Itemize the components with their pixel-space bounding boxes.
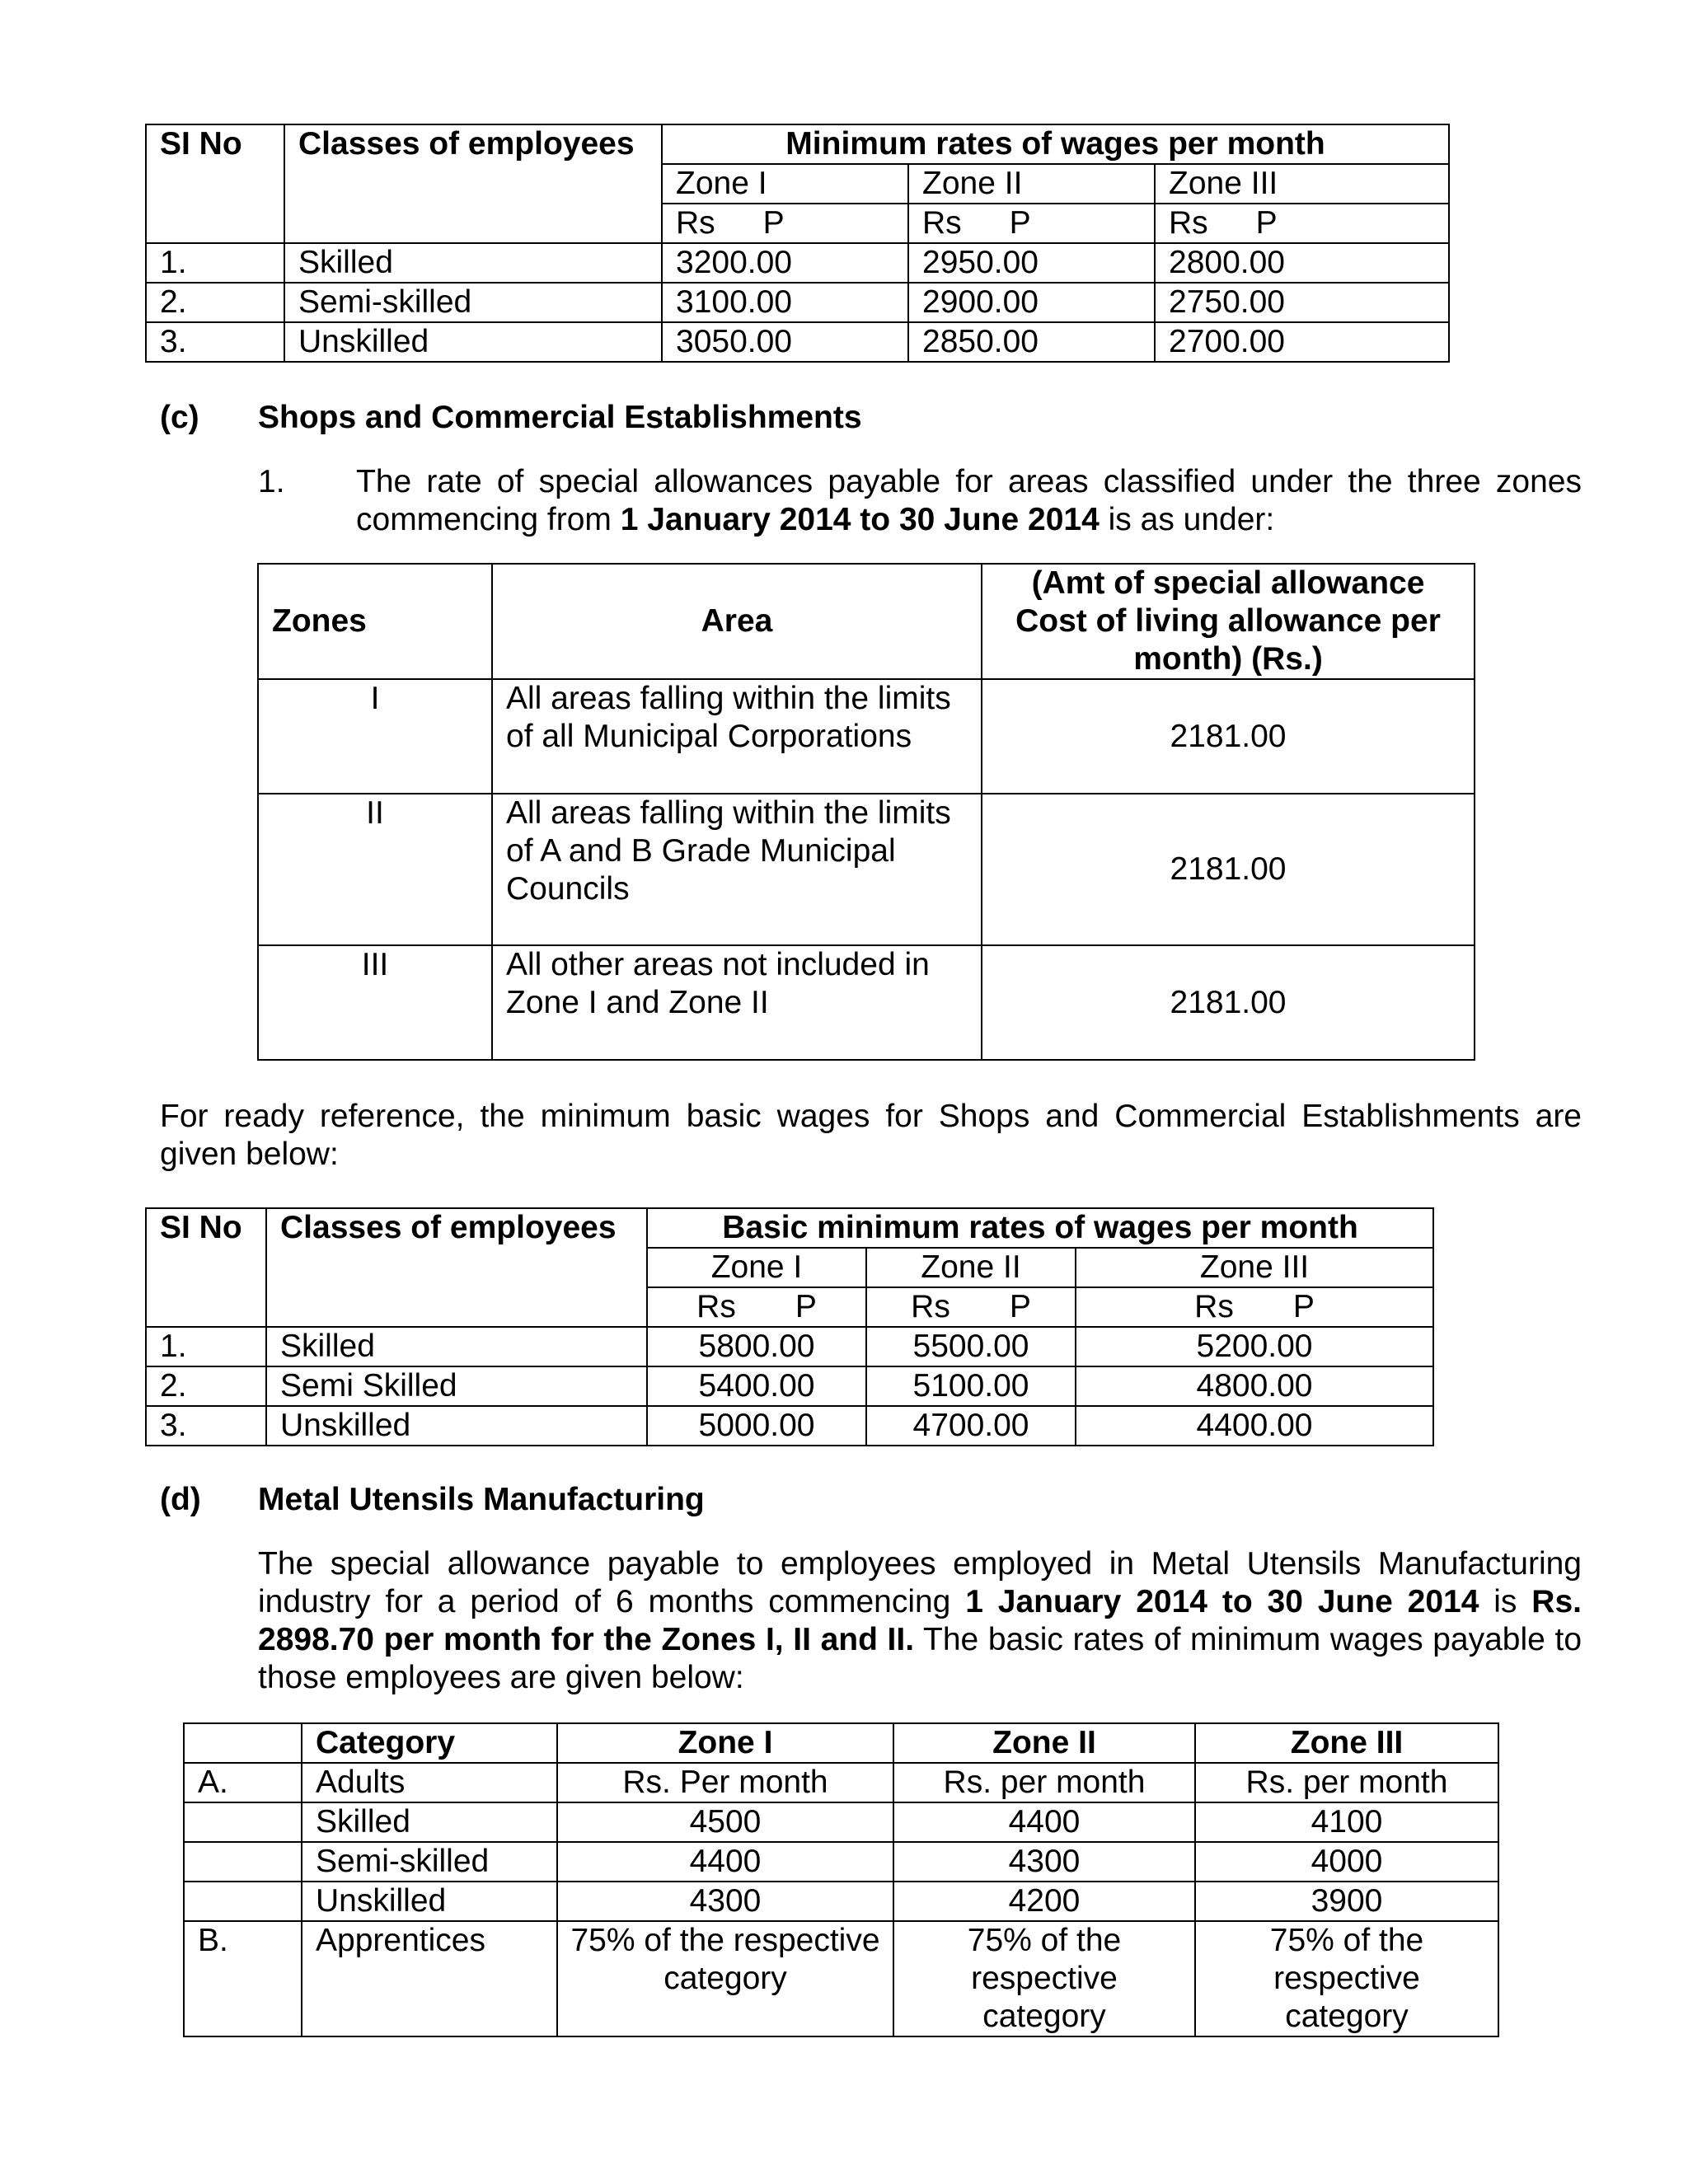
rs-p-zone-2: [866, 1287, 1076, 1327]
header-sl-no: SI No: [146, 1208, 266, 1327]
header-min-rates: Minimum rates of wages per month: [662, 124, 1449, 164]
row-zone-3: 5200.00: [1076, 1327, 1433, 1366]
header-zone-2: Zone II: [908, 164, 1155, 204]
row-zone-1: 5000.00: [647, 1406, 866, 1446]
row-class: Semi Skilled: [266, 1366, 647, 1406]
row-zone-2: 5500.00: [866, 1327, 1076, 1366]
table-row: [146, 1406, 1433, 1446]
row-area: All areas falling within the limits of A and B Grade Municipal Councils: [492, 794, 982, 945]
row-class: Skilled: [266, 1327, 647, 1366]
table-row: [146, 322, 1449, 362]
ready-reference-paragraph: For ready reference, the minimum basic wages for Shops and Commercial Establishments are given below:: [160, 1099, 1582, 1173]
row-category: Adults: [302, 1763, 557, 1802]
row-mark: A.: [184, 1763, 302, 1802]
row-zone-3: 4100: [1195, 1802, 1498, 1842]
header-zone-3: Zone III: [1076, 1248, 1433, 1287]
rs-label: Rs: [911, 1289, 950, 1325]
table-row: [258, 794, 1475, 945]
header-classes: Classes of employees: [284, 124, 662, 243]
header-area: Area: [492, 564, 982, 679]
row-zone-2: 2950.00: [908, 243, 1155, 283]
row-category: Skilled: [302, 1802, 557, 1842]
row-zone-1: 4400: [557, 1842, 893, 1882]
row-zone-3: 3900: [1195, 1882, 1498, 1921]
row-zone-2: 4300: [893, 1842, 1195, 1882]
row-class: Semi-skilled: [284, 283, 662, 322]
row-zone: II: [258, 794, 492, 945]
header-zone-1: Zone I: [557, 1723, 893, 1763]
row-number: 2.: [146, 1366, 266, 1406]
table-row: [184, 1802, 1498, 1842]
row-number: 3.: [146, 1406, 266, 1446]
metal-utensils-wages-table: [183, 1722, 1499, 2037]
paragraph-date-range: 1 January 2014 to 30 June 2014: [965, 1584, 1479, 1620]
row-zone-1: 5800.00: [647, 1327, 866, 1366]
row-mark: [184, 1842, 302, 1882]
row-mark: [184, 1882, 302, 1921]
row-area: All other areas not included in Zone I and Zone II: [492, 945, 982, 1060]
section-d-label: (d): [160, 1482, 201, 1517]
row-area: All areas falling within the limits of all Municipal Corporations: [492, 679, 982, 794]
row-number: 2.: [146, 283, 284, 322]
header-classes: Classes of employees: [266, 1208, 647, 1327]
rs-label: Rs: [1194, 1289, 1234, 1325]
paragraph-date-range: 1 January 2014 to 30 June 2014: [620, 502, 1100, 538]
p-label: P: [1009, 1289, 1031, 1325]
basic-wages-table: [145, 1207, 1434, 1446]
paragraph-allowance-amount: Rs. 2898.70 per month for the Zones I, II and II.: [258, 1584, 1582, 1658]
wages-table-1: [145, 124, 1450, 363]
table-row: [146, 283, 1449, 322]
rs-p-zone-3: [1155, 204, 1449, 243]
paragraph-text: The rate of special allowances payable for areas classified under the three zones commencing from: [356, 464, 1582, 538]
header-zone-3: Zone III: [1155, 164, 1449, 204]
row-zone-2: 4700.00: [866, 1406, 1076, 1446]
row-zone-3: 2700.00: [1155, 322, 1449, 362]
row-zone-2: 75% of the respective category: [893, 1921, 1195, 2036]
p-label: P: [1255, 205, 1278, 241]
item-number: 1.: [258, 464, 285, 499]
table-row: [146, 1366, 1433, 1406]
row-zone-2: 4400: [893, 1802, 1195, 1842]
row-zone-1: Rs. Per month: [557, 1763, 893, 1802]
header-basic-rates: Basic minimum rates of wages per month: [647, 1208, 1433, 1248]
rs-label: Rs: [696, 1289, 736, 1325]
section-d-paragraph: [258, 1545, 1582, 1697]
row-zone: I: [258, 679, 492, 794]
table-row: [146, 1327, 1433, 1366]
row-number: 1.: [146, 243, 284, 283]
table-row: [258, 945, 1475, 1060]
row-zone-1: 5400.00: [647, 1366, 866, 1406]
rs-label: Rs: [676, 205, 715, 241]
header-zones: Zones: [258, 564, 492, 679]
header-amount: (Amt of special allowance Cost of living allowance per month) (Rs.): [982, 564, 1475, 679]
header-sl-no: SI No: [146, 124, 284, 243]
p-label: P: [795, 1289, 817, 1325]
p-label: P: [762, 205, 785, 241]
row-zone-3: 2750.00: [1155, 283, 1449, 322]
rs-p-zone-1: [647, 1287, 866, 1327]
rs-label: Rs: [922, 205, 962, 241]
row-zone-2: 4200: [893, 1882, 1195, 1921]
row-zone: III: [258, 945, 492, 1060]
row-amount: 2181.00: [982, 679, 1475, 794]
special-allowance-table: [257, 563, 1475, 1061]
section-d-title: Metal Utensils Manufacturing: [258, 1482, 705, 1517]
row-zone-3: 2800.00: [1155, 243, 1449, 283]
row-number: 1.: [146, 1327, 266, 1366]
header-category: Category: [302, 1723, 557, 1763]
header-zone-2: Zone II: [893, 1723, 1195, 1763]
p-label: P: [1009, 205, 1031, 241]
row-category: Apprentices: [302, 1921, 557, 2036]
table-row: [258, 679, 1475, 794]
row-zone-2: 2850.00: [908, 322, 1155, 362]
table-row: [146, 243, 1449, 283]
row-zone-3: 4800.00: [1076, 1366, 1433, 1406]
row-zone-3: Rs. per month: [1195, 1763, 1498, 1802]
row-zone-1: 4300: [557, 1882, 893, 1921]
table-row: [184, 1921, 1498, 2036]
table-row: [184, 1882, 1498, 1921]
row-zone-1: 3200.00: [662, 243, 908, 283]
row-category: Unskilled: [302, 1882, 557, 1921]
row-zone-2: Rs. per month: [893, 1763, 1195, 1802]
rs-p-zone-3: [1076, 1287, 1433, 1327]
row-zone-2: 5100.00: [866, 1366, 1076, 1406]
row-zone-1: 3050.00: [662, 322, 908, 362]
table-row: [184, 1842, 1498, 1882]
row-zone-1: 4500: [557, 1802, 893, 1842]
row-zone-3: 4400.00: [1076, 1406, 1433, 1446]
row-number: 3.: [146, 322, 284, 362]
p-label: P: [1292, 1289, 1315, 1325]
header-zone-1: Zone I: [647, 1248, 866, 1287]
rs-label: Rs: [1169, 205, 1208, 241]
row-zone-3: 4000: [1195, 1842, 1498, 1882]
rs-p-zone-1: [662, 204, 908, 243]
row-zone-1: 75% of the respective category: [557, 1921, 893, 2036]
section-c-label: (c): [160, 400, 199, 435]
row-class: Unskilled: [284, 322, 662, 362]
row-amount: 2181.00: [982, 945, 1475, 1060]
row-category: Semi-skilled: [302, 1842, 557, 1882]
row-class: Skilled: [284, 243, 662, 283]
row-class: Unskilled: [266, 1406, 647, 1446]
row-mark: [184, 1802, 302, 1842]
row-mark: B.: [184, 1921, 302, 2036]
paragraph-text: The special allowance payable to employees employed in Metal Utensils Manufacturing industry for a period of 6 months commencing: [258, 1546, 1582, 1620]
row-amount: 2181.00: [982, 794, 1475, 945]
section-c-title: Shops and Commercial Establishments: [258, 400, 862, 435]
rs-p-zone-2: [908, 204, 1155, 243]
section-c-paragraph: [356, 463, 1582, 539]
header-zone-1: Zone I: [662, 164, 908, 204]
empty-cell: [184, 1723, 302, 1763]
paragraph-text-end: is as under:: [1099, 502, 1275, 538]
paragraph-text: is: [1479, 1584, 1532, 1620]
header-zone-3: Zone III: [1195, 1723, 1498, 1763]
table-row: [184, 1763, 1498, 1802]
row-zone-1: 3100.00: [662, 283, 908, 322]
header-zone-2: Zone II: [866, 1248, 1076, 1287]
row-zone-2: 2900.00: [908, 283, 1155, 322]
paragraph-text-end: The basic rates of minimum wages payable to those employees are given below:: [258, 1622, 1582, 1696]
row-zone-3: 75% of the respective category: [1195, 1921, 1498, 2036]
